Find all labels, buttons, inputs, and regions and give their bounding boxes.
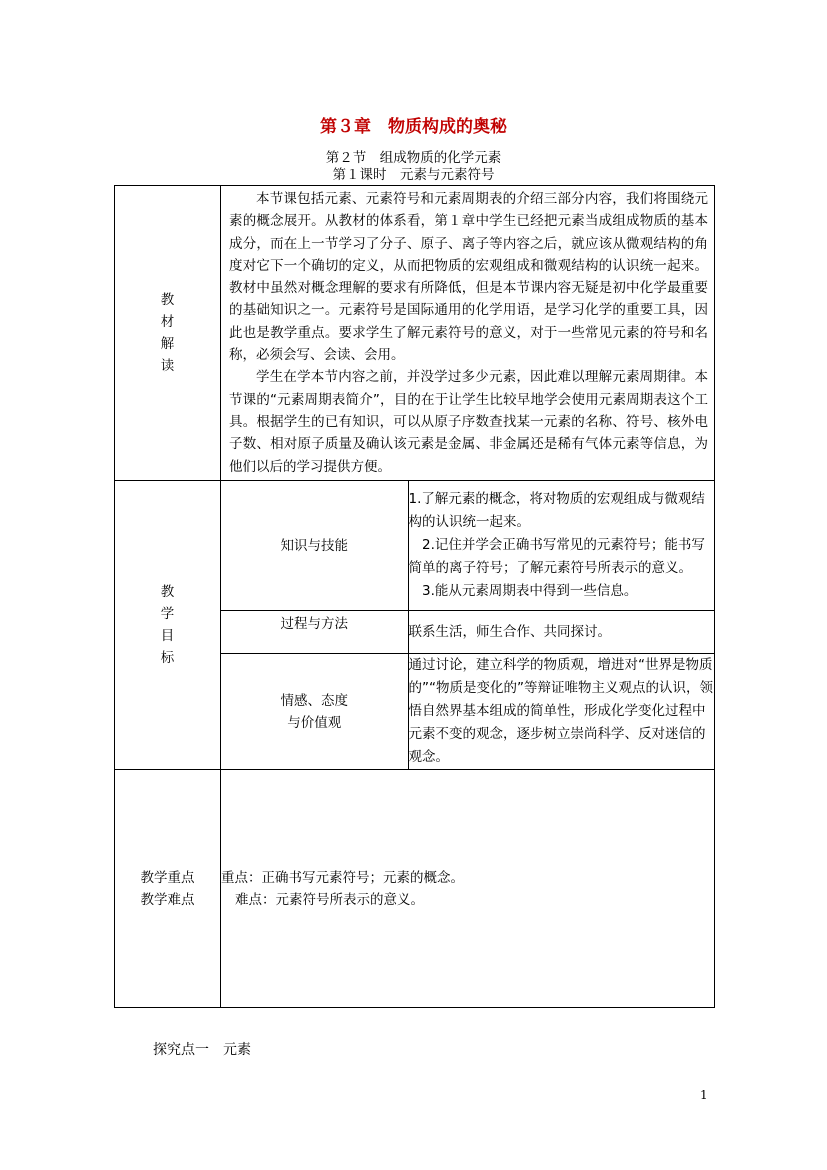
page-number: 1 xyxy=(700,1088,708,1102)
label-char: 学 xyxy=(160,606,175,623)
label-char: 读 xyxy=(160,357,175,374)
knowledge-item-2: 2.记住并学会正确书写常见的元素符号；能书写简单的离子符号；了解元素符号所表示的意义。 xyxy=(408,537,705,577)
textbook-label xyxy=(115,186,221,481)
key-point: 重点：正确书写元素符号；元素的概念。 xyxy=(221,869,464,886)
lesson-title: 第１课时 元素与元素符号 xyxy=(332,167,495,183)
process-content: 联系生活，师生合作、共同探讨。 xyxy=(408,611,715,654)
textbook-paragraph-1: 本节课包括元素、元素符号和元素周期表的介绍三部分内容，我们将围绕元素的概念展开。从教材的体系看，第１章中学生已经把元素当成组成物质的基本成分，而在上一节学习了分子、原子、离子等内容之后，就应该从微观结构的角度对它下一个确切的定义，从而把物质的宏观组成和微观结构的认识统一起来。教材中虽然对概念理解的要求有所降低，但是本节课内容无疑是初中化学最重要的基础知识之一。元素符号是国际通用的化学用语，是学习化学的重要工具，因此也是教学重点。要求学生了解元素符号的意义，对于一些常见元素的符号和名称，必须会写、会读、会用。 xyxy=(229,191,708,364)
explore-heading: 探究点一 元素 xyxy=(153,1042,251,1058)
difficulty-point: 难点：元素符号所表示的意义。 xyxy=(235,891,424,908)
textbook-content xyxy=(221,186,715,481)
lesson-plan-table xyxy=(114,185,715,1008)
knowledge-label: 知识与技能 xyxy=(221,481,408,611)
keypoints-content xyxy=(221,770,715,1008)
label-char: 材 xyxy=(160,313,175,330)
keypoints-label-line-2: 教学难点 xyxy=(140,891,195,908)
section-title: 第２节 组成物质的化学元素 xyxy=(325,150,502,166)
label-char: 目 xyxy=(160,628,175,645)
knowledge-item-1: 1.了解元素的概念，将对物质的宏观组成与微观结构的认识统一起来。 xyxy=(408,491,705,531)
knowledge-content xyxy=(408,481,715,611)
label-char: 教 xyxy=(160,584,175,601)
goals-content xyxy=(221,480,715,770)
emotion-label-line-1: 情感、态度 xyxy=(280,692,348,709)
keypoints-label xyxy=(115,770,221,1008)
keypoints-label-line-1: 教学重点 xyxy=(140,869,195,886)
emotion-label-line-2: 与价值观 xyxy=(287,714,342,731)
textbook-paragraph-2: 学生在学本节内容之前，并没学过多少元素，因此难以理解元素周期律。本节课的“元素周期表简介”，目的在于让学生比较早地学会使用元素周期表这个工具。根据学生的已有知识，可以从原子序数查找某一元素的名称、符号、核外电子数、相对原子质量及确认该元素是金属、非金属还是稀有气体元素等信息，为他们以后的学习提供方便。 xyxy=(229,369,708,475)
process-label: 过程与方法 xyxy=(221,611,408,654)
label-char: 标 xyxy=(160,650,175,667)
goals-label xyxy=(115,480,221,770)
chapter-title: 第３章 物质构成的奥秘 xyxy=(320,117,507,137)
emotion-content: 通过讨论，建立科学的物质观，增进对“世界是物质的”“物质是变化的”等辩证唯物主义观点的认识，领悟自然界基本组成的简单性，形成化学变化过程中元素不变的观念，逐步树立崇尚科学、反对迷信的观念。 xyxy=(408,654,715,770)
label-char: 教 xyxy=(160,291,175,308)
knowledge-item-3: 3.能从元素周期表中得到一些信息。 xyxy=(422,583,638,600)
goals-table xyxy=(221,481,715,770)
emotion-label xyxy=(221,654,408,770)
label-char: 解 xyxy=(160,335,175,352)
